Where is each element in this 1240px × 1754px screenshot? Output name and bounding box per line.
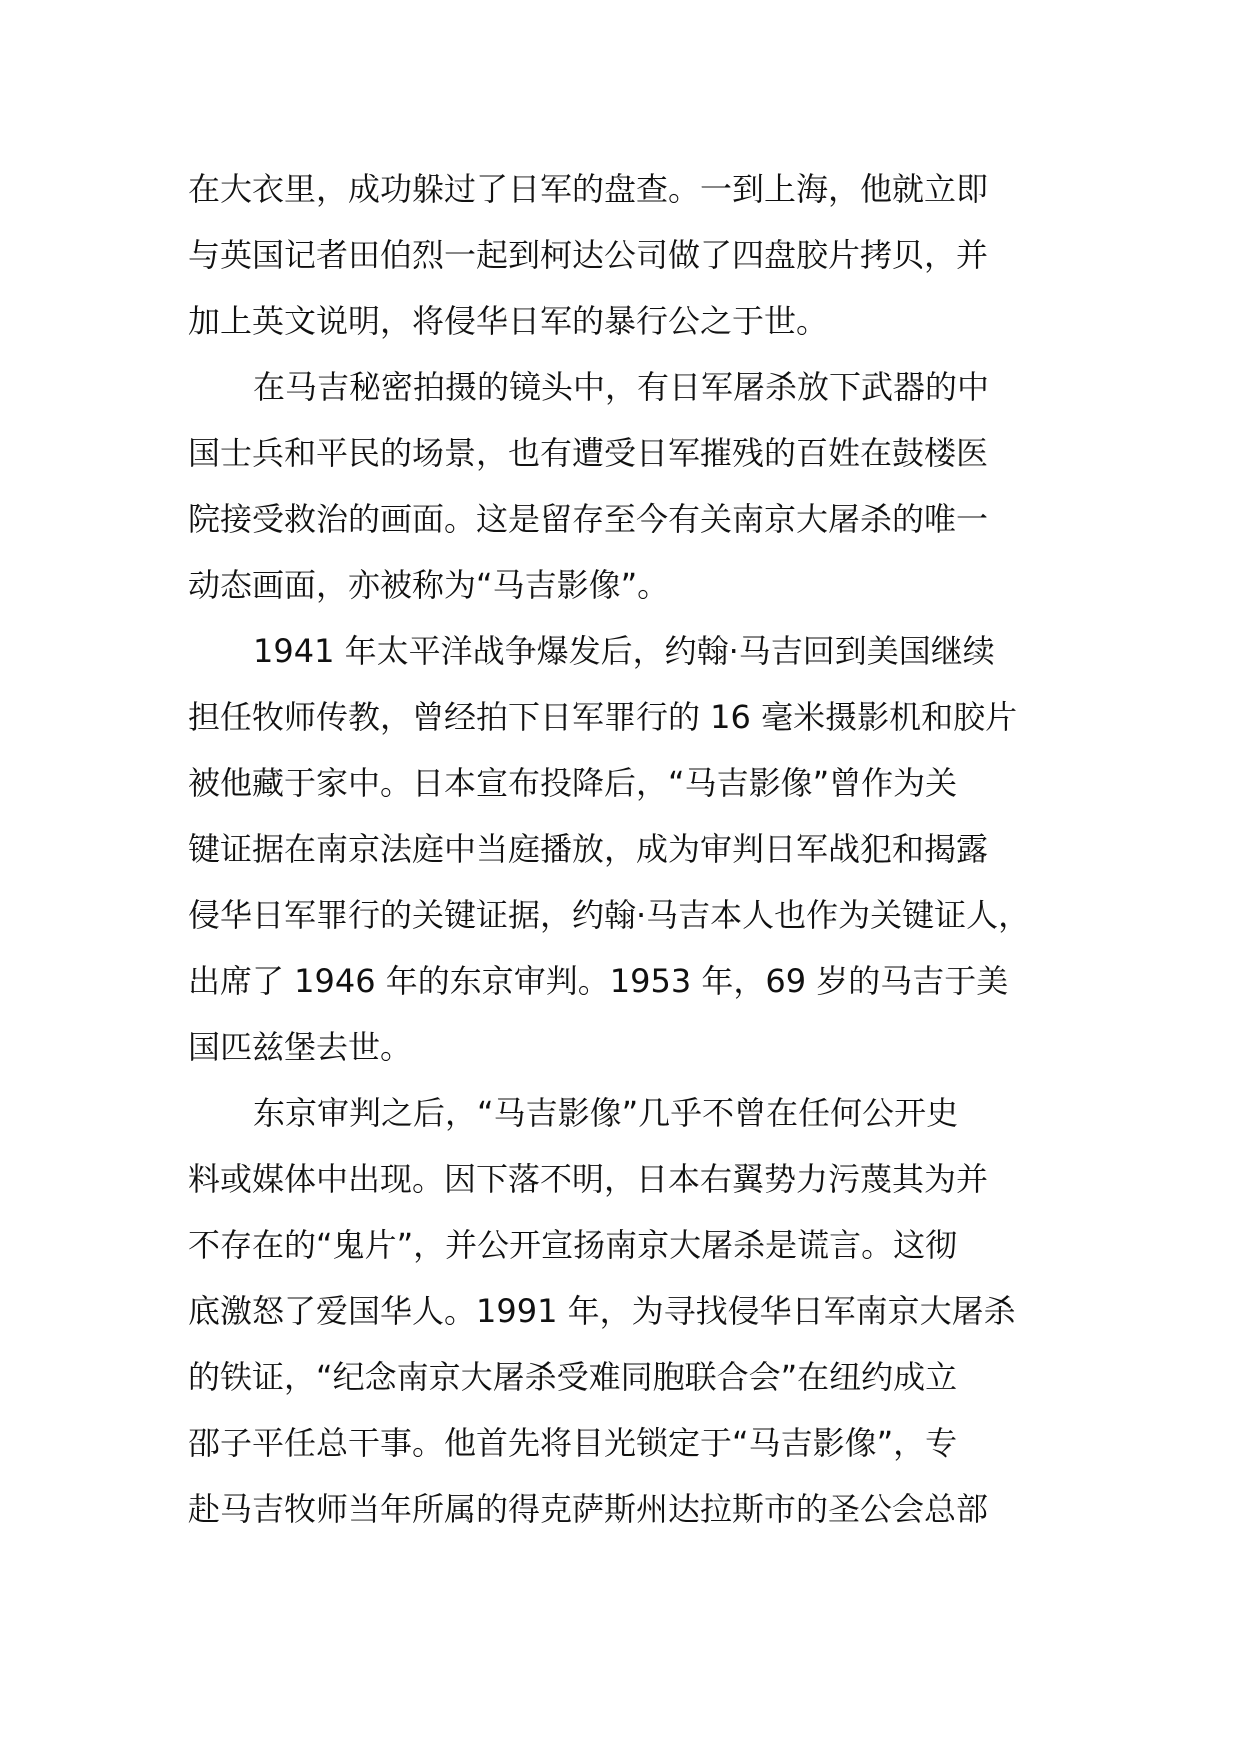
paragraph-3-line-3: 被他藏于家中。日本宣布投降后，“马吉影像”曾作为关: [188, 764, 958, 802]
paragraph-4-line-1: 东京审判之后，“马吉影像”几乎不曾在任何公开史: [253, 1094, 959, 1132]
paragraph-1-line-3: 加上英文说明，将侵华日军的暴行公之于世。: [188, 302, 829, 340]
paragraph-2-line-4: 动态画面，亦被称为“马吉影像”。: [188, 566, 670, 604]
paragraph-2-line-1: 在马吉秘密拍摄的镜头中，有日军屠杀放下武器的中: [253, 368, 990, 406]
paragraph-3-line-1: 1941 年太平洋战争爆发后，约翰·马吉回到美国继续: [253, 632, 995, 670]
paragraph-4-line-3: 不存在的“鬼片”，并公开宣扬南京大屠杀是谎言。这彻: [188, 1226, 958, 1264]
paragraph-4-line-2: 料或媒体中出现。因下落不明，日本右翼势力污蔑其为并: [188, 1160, 989, 1198]
paragraph-3-line-4: 键证据在南京法庭中当庭播放，成为审判日军战犯和揭露: [188, 830, 989, 868]
paragraph-3-line-2: 担任牧师传教，曾经拍下日军罪行的 16 毫米摄影机和胶片: [188, 698, 1018, 736]
paragraph-3-line-7: 国匹兹堡去世。: [188, 1028, 413, 1066]
paragraph-4-line-4: 底激怒了爱国华人。1991 年，为寻找侵华日军南京大屠杀: [188, 1292, 1016, 1330]
paragraph-2-line-3: 院接受救治的画面。这是留存至今有关南京大屠杀的唯一: [188, 500, 989, 538]
paragraph-4-line-5: 的铁证，“纪念南京大屠杀受难同胞联合会”在纽约成立: [188, 1358, 958, 1396]
paragraph-1-line-1: 在大衣里，成功躲过了日军的盘查。一到上海，他就立即: [188, 170, 989, 208]
paragraph-2-line-2: 国士兵和平民的场景，也有遭受日军摧残的百姓在鼓楼医: [188, 434, 989, 472]
paragraph-1-line-2: 与英国记者田伯烈一起到柯达公司做了四盘胶片拷贝，并: [188, 236, 989, 274]
paragraph-3-line-6: 出席了 1946 年的东京审判。1953 年，69 岁的马吉于美: [188, 962, 1009, 1000]
paragraph-3-line-5: 侵华日军罪行的关键证据，约翰·马吉本人也作为关键证人，: [188, 896, 1031, 934]
paragraph-4-line-6: 邵子平任总干事。他首先将目光锁定于“马吉影像”，专: [188, 1424, 958, 1462]
paragraph-4-line-7: 赴马吉牧师当年所属的得克萨斯州达拉斯市的圣公会总部: [188, 1490, 989, 1528]
body-text: [188, 156, 1088, 1542]
